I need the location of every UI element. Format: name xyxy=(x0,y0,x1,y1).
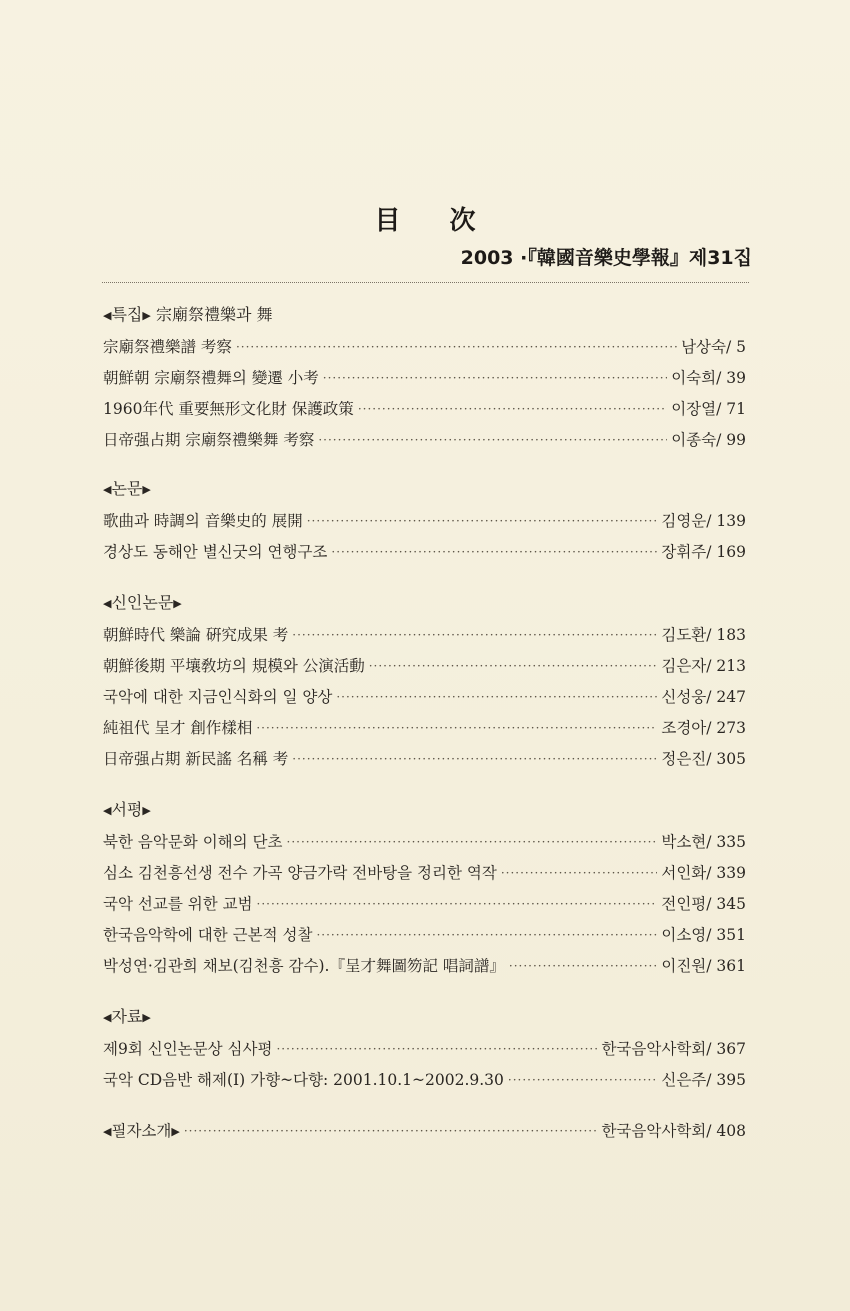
leader-dots xyxy=(358,394,667,425)
journal-issue-subtitle: 2003 ·『韓國音樂史學報』제31집 xyxy=(460,247,752,269)
toc-entry-contributors[interactable] xyxy=(103,1116,746,1147)
section-heading-label: 신인논문 xyxy=(111,593,174,612)
leader-dots xyxy=(508,1065,657,1096)
entry-title: 국악에 대한 지금인식화의 일 양상 xyxy=(103,688,333,706)
entry-title xyxy=(103,1116,180,1147)
entry-title: 日帝强占期 新民謠 名稱 考 xyxy=(103,750,289,768)
section-heading xyxy=(103,298,746,332)
entry-title: 朝鮮時代 樂論 硏究成果 考 xyxy=(103,626,289,644)
toc-entry[interactable] xyxy=(103,1065,746,1096)
entry-title: 宗廟祭禮樂譜 考察 xyxy=(103,338,232,356)
leader-dots xyxy=(292,620,657,651)
left-triangle-icon: ◀ xyxy=(103,309,112,322)
entry-author-page: 한국음악사학회/ 408 xyxy=(601,1122,746,1140)
entry-title: 日帝强占期 宗廟祭禮樂舞 考察 xyxy=(103,431,315,449)
entry-author-page: 이소영/ 351 xyxy=(661,926,746,944)
entry-title: 1960年代 重要無形文化財 保護政策 xyxy=(103,400,354,418)
section-heading-label: 서평 xyxy=(111,800,143,819)
entry-title: 朝鮮後期 平壤敎坊의 規模와 公演活動 xyxy=(103,657,365,675)
table-of-contents xyxy=(103,298,746,1147)
toc-entry[interactable] xyxy=(103,506,746,537)
toc-entry[interactable] xyxy=(103,394,746,425)
entry-author-page: 서인화/ 339 xyxy=(661,864,746,882)
right-triangle-icon: ▶ xyxy=(142,483,151,496)
entry-title: 박성연·김관희 채보(김천흥 감수).『呈才舞圖笏記 唱詞譜』 xyxy=(103,957,505,975)
leader-dots xyxy=(292,744,657,775)
leader-dots xyxy=(307,506,658,537)
entry-author-page: 이종숙/ 99 xyxy=(671,431,746,449)
toc-entry[interactable] xyxy=(103,889,746,920)
leader-dots xyxy=(509,951,657,982)
leader-dots xyxy=(184,1116,598,1147)
entry-title: 純祖代 呈才 創作樣相 xyxy=(103,719,253,737)
leader-dots xyxy=(336,682,657,713)
entry-author-page: 김영운/ 139 xyxy=(661,512,746,530)
left-triangle-icon: ◀ xyxy=(103,1011,112,1024)
dotted-divider xyxy=(102,282,749,283)
entry-author-page: 전인평/ 345 xyxy=(661,895,746,913)
entry-author-page: 김은자/ 213 xyxy=(661,657,746,675)
toc-entry[interactable] xyxy=(103,425,746,456)
toc-entry[interactable] xyxy=(103,537,746,568)
section-heading-label: 특집 xyxy=(111,305,143,324)
entry-author-page: 이장열/ 71 xyxy=(671,400,746,418)
toc-section-special xyxy=(103,298,746,456)
toc-entry[interactable] xyxy=(103,620,746,651)
section-heading xyxy=(103,586,746,620)
leader-dots xyxy=(369,651,658,682)
right-triangle-icon: ▶ xyxy=(171,1125,180,1138)
toc-section-papers xyxy=(103,472,746,568)
left-triangle-icon: ◀ xyxy=(103,483,112,496)
section-heading-label: 자료 xyxy=(111,1007,143,1026)
entry-title: 국악 선교를 위한 교범 xyxy=(103,895,253,913)
toc-entry[interactable] xyxy=(103,744,746,775)
toc-entry[interactable] xyxy=(103,682,746,713)
toc-section-materials xyxy=(103,1000,746,1096)
entry-title: 경상도 동해안 별신굿의 연행구조 xyxy=(103,543,328,561)
leader-dots xyxy=(256,713,657,744)
toc-entry[interactable] xyxy=(103,858,746,889)
toc-section-new-papers xyxy=(103,586,746,775)
section-heading xyxy=(103,793,746,827)
left-triangle-icon: ◀ xyxy=(103,1125,112,1138)
toc-entry[interactable] xyxy=(103,920,746,951)
section-heading-label: 필자소개 xyxy=(111,1122,172,1140)
entry-title: 북한 음악문화 이해의 단초 xyxy=(103,833,283,851)
leader-dots xyxy=(257,889,658,920)
entry-author-page: 이진원/ 361 xyxy=(661,957,746,975)
toc-entry[interactable] xyxy=(103,332,746,363)
toc-entry[interactable] xyxy=(103,827,746,858)
entry-author-page: 김도환/ 183 xyxy=(661,626,746,644)
leader-dots xyxy=(318,425,667,456)
entry-title: 국악 CD음반 해제(I) 가향~다향: 2001.10.1~2002.9.30 xyxy=(103,1071,504,1089)
entry-author-page: 신성웅/ 247 xyxy=(661,688,746,706)
left-triangle-icon: ◀ xyxy=(103,804,112,817)
section-heading-extra: 宗廟祭禮樂과 舞 xyxy=(150,305,273,324)
left-triangle-icon: ◀ xyxy=(103,597,112,610)
entry-author-page: 정은진/ 305 xyxy=(661,750,746,768)
entry-author-page: 조경아/ 273 xyxy=(661,719,746,737)
entry-title: 朝鮮朝 宗廟祭禮舞의 變遷 小考 xyxy=(103,369,319,387)
entry-title: 심소 김천흥선생 전수 가곡 양금가락 전바탕을 정리한 역작 xyxy=(103,864,497,882)
entry-author-page: 이숙희/ 39 xyxy=(671,369,746,387)
leader-dots xyxy=(323,363,667,394)
toc-entry[interactable] xyxy=(103,363,746,394)
leader-dots xyxy=(236,332,677,363)
leader-dots xyxy=(316,920,657,951)
page-title: 目 次 xyxy=(374,206,496,236)
leader-dots xyxy=(287,827,658,858)
leader-dots xyxy=(276,1034,597,1065)
entry-author-page: 신은주/ 395 xyxy=(661,1071,746,1089)
section-heading xyxy=(103,472,746,506)
entry-author-page: 한국음악사학회/ 367 xyxy=(601,1040,746,1058)
toc-entry[interactable] xyxy=(103,1034,746,1065)
toc-entry[interactable] xyxy=(103,951,746,982)
right-triangle-icon: ▶ xyxy=(142,309,151,322)
entry-title: 歌曲과 時調의 音樂史的 展開 xyxy=(103,512,303,530)
toc-section-reviews xyxy=(103,793,746,982)
entry-author-page: 박소현/ 335 xyxy=(661,833,746,851)
right-triangle-icon: ▶ xyxy=(173,597,182,610)
entry-title: 한국음악학에 대한 근본적 성찰 xyxy=(103,926,313,944)
section-heading-label: 논문 xyxy=(111,479,143,498)
toc-entry[interactable] xyxy=(103,713,746,744)
right-triangle-icon: ▶ xyxy=(142,804,151,817)
entry-author-page: 장휘주/ 169 xyxy=(661,543,746,561)
right-triangle-icon: ▶ xyxy=(142,1011,151,1024)
entry-author-page: 남상숙/ 5 xyxy=(681,338,746,356)
entry-title: 제9회 신인논문상 심사평 xyxy=(103,1040,273,1058)
leader-dots xyxy=(501,858,658,889)
section-heading xyxy=(103,1000,746,1034)
leader-dots xyxy=(331,537,657,568)
toc-entry[interactable] xyxy=(103,651,746,682)
